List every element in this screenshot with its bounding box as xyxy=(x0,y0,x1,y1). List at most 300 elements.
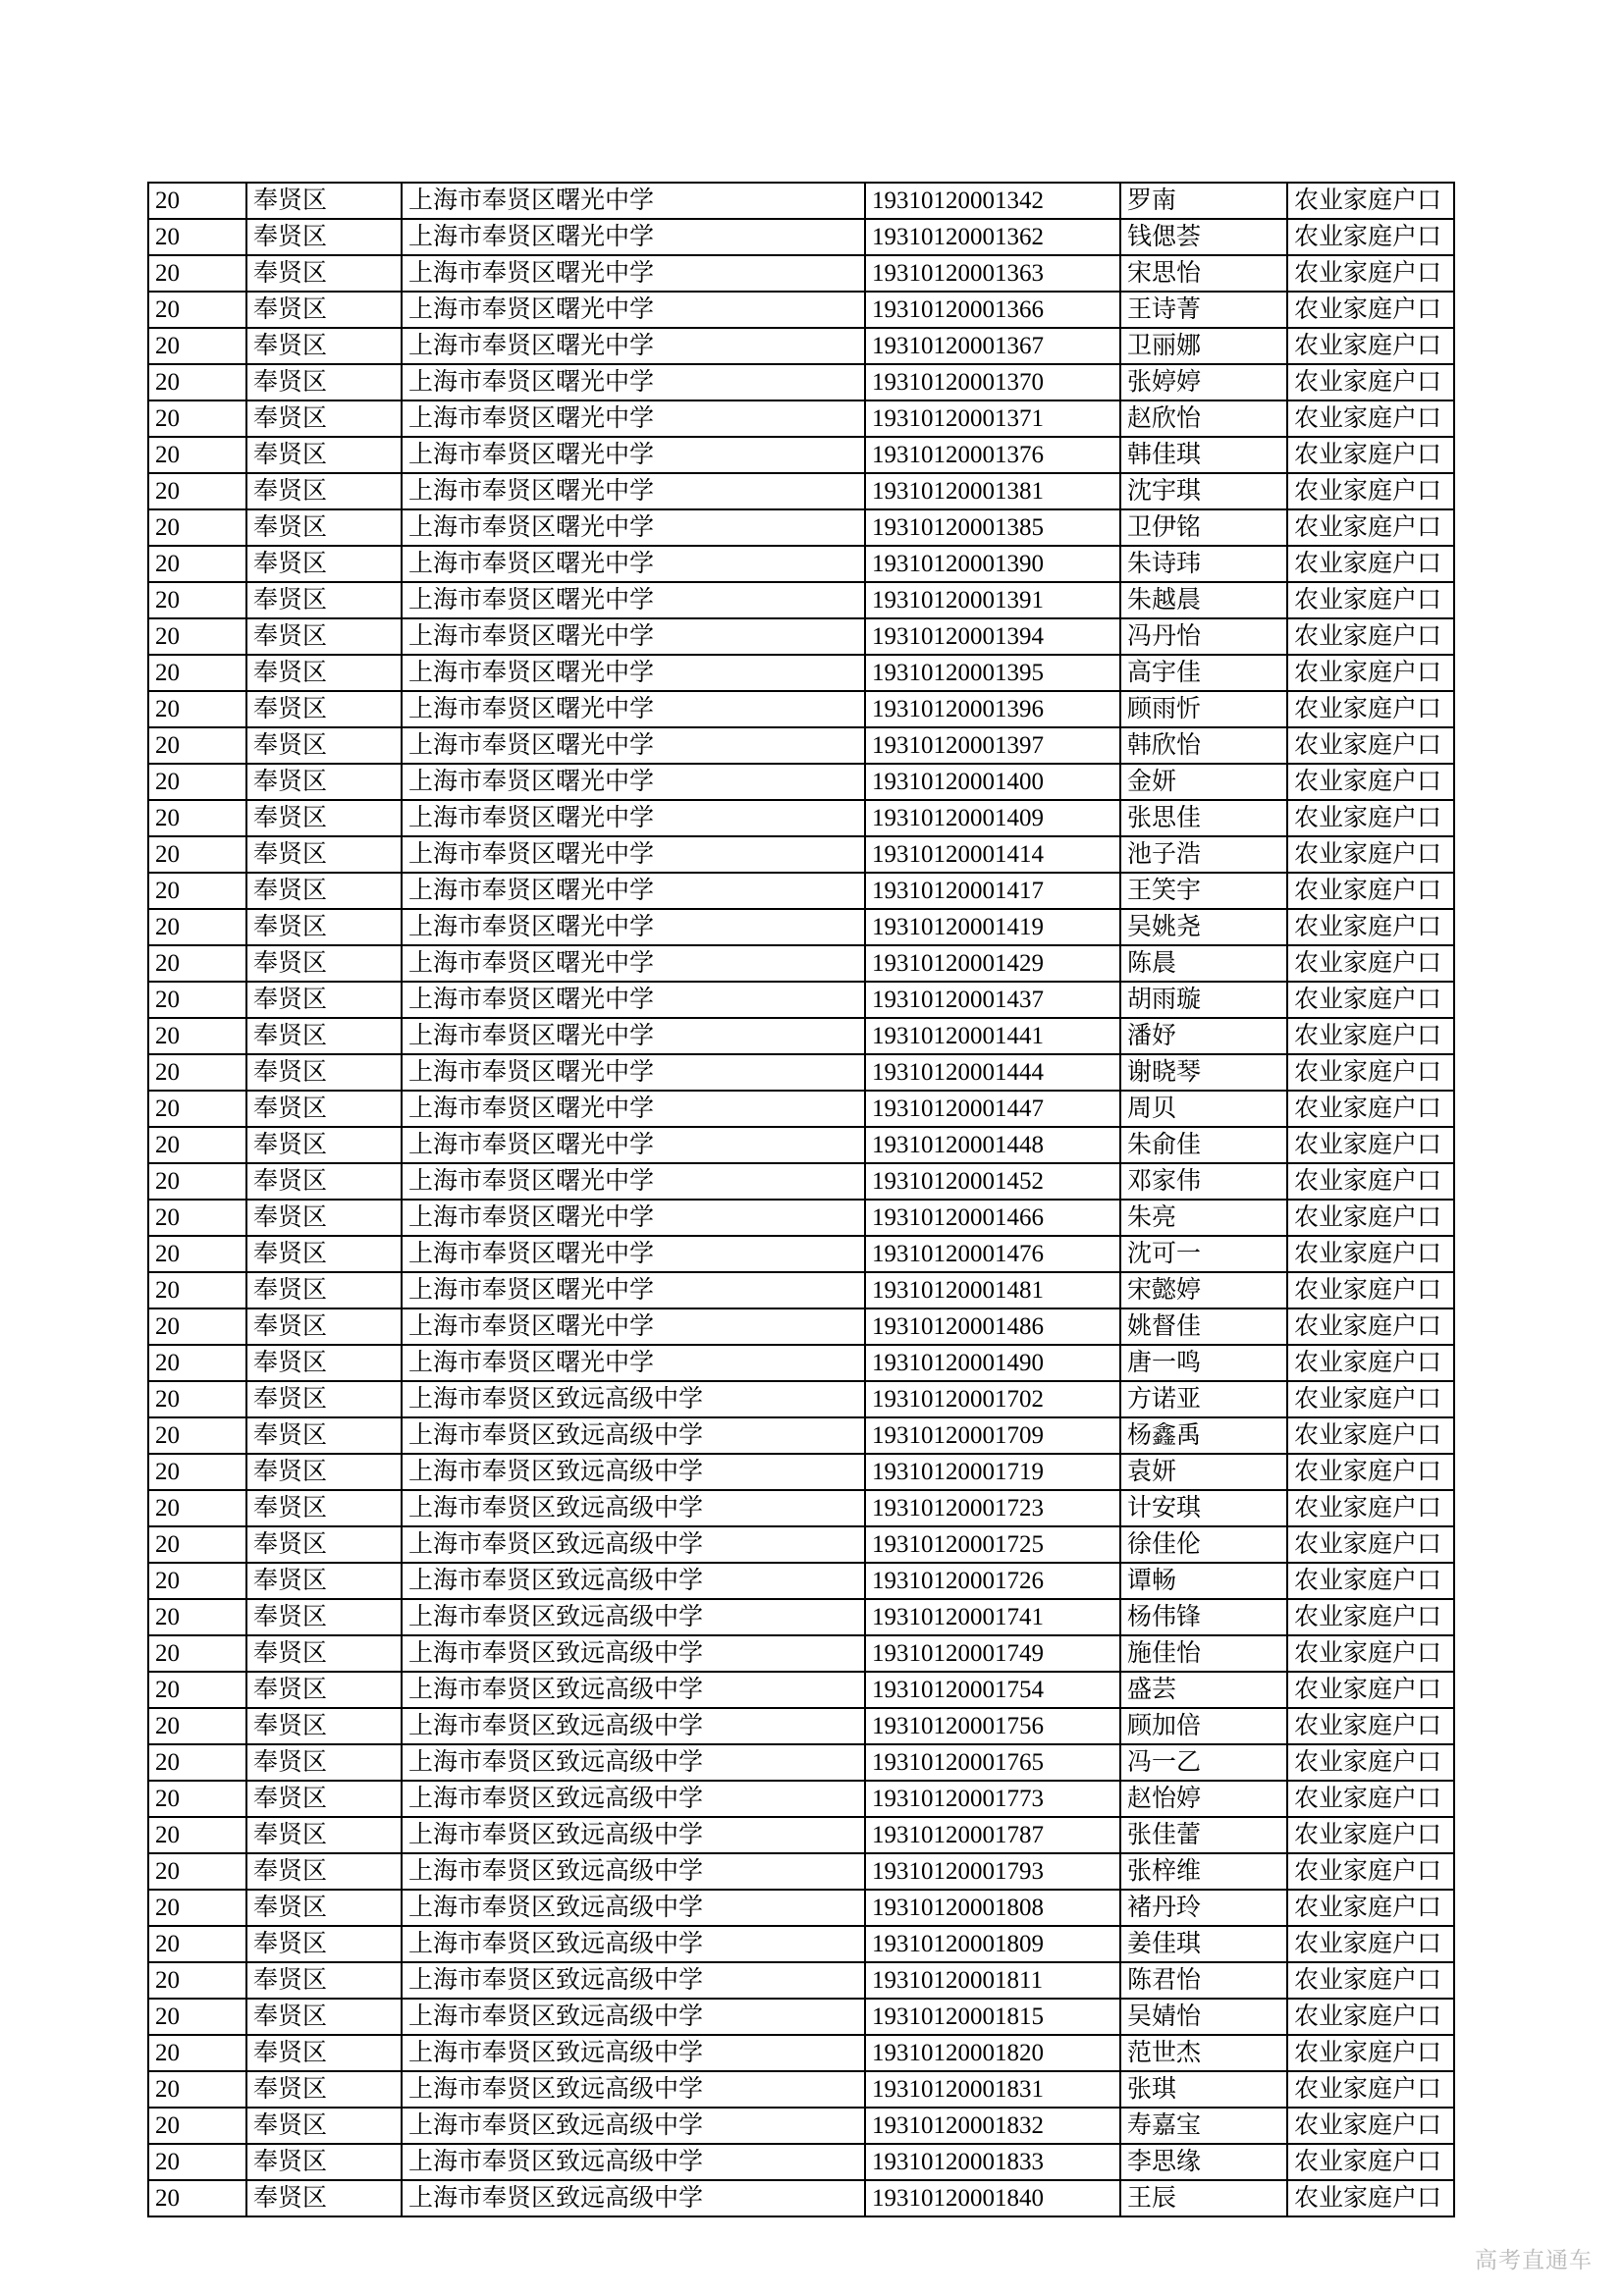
cell-student-name: 谭畅 xyxy=(1120,1563,1287,1599)
table-row xyxy=(148,1091,1454,1127)
cell-exam-id: 19310120001840 xyxy=(865,2180,1120,2216)
cell-district: 奉贤区 xyxy=(246,1926,402,1962)
cell-sequence: 20 xyxy=(148,1054,246,1091)
cell-school: 上海市奉贤区致远高级中学 xyxy=(402,1563,865,1599)
cell-household-type: 农业家庭户口 xyxy=(1287,1308,1454,1345)
cell-district: 奉贤区 xyxy=(246,1672,402,1708)
cell-sequence: 20 xyxy=(148,800,246,836)
cell-exam-id: 19310120001765 xyxy=(865,1744,1120,1781)
cell-district: 奉贤区 xyxy=(246,1200,402,1236)
cell-exam-id: 19310120001809 xyxy=(865,1926,1120,1962)
cell-exam-id: 19310120001787 xyxy=(865,1817,1120,1853)
cell-district: 奉贤区 xyxy=(246,945,402,982)
cell-student-name: 顾加倍 xyxy=(1120,1708,1287,1744)
cell-student-name: 袁妍 xyxy=(1120,1454,1287,1490)
cell-exam-id: 19310120001391 xyxy=(865,582,1120,618)
table-row xyxy=(148,2108,1454,2144)
cell-sequence: 20 xyxy=(148,1308,246,1345)
cell-student-name: 卫丽娜 xyxy=(1120,328,1287,364)
cell-exam-id: 19310120001437 xyxy=(865,982,1120,1018)
cell-student-name: 赵怡婷 xyxy=(1120,1781,1287,1817)
table-row xyxy=(148,328,1454,364)
cell-exam-id: 19310120001452 xyxy=(865,1163,1120,1200)
table-row xyxy=(148,1417,1454,1454)
cell-sequence: 20 xyxy=(148,1454,246,1490)
cell-student-name: 王笑宇 xyxy=(1120,873,1287,909)
cell-student-name: 张佳蕾 xyxy=(1120,1817,1287,1853)
table-row xyxy=(148,691,1454,727)
table-row xyxy=(148,1054,1454,1091)
cell-district: 奉贤区 xyxy=(246,1744,402,1781)
cell-exam-id: 19310120001832 xyxy=(865,2108,1120,2144)
table-row xyxy=(148,1526,1454,1563)
cell-school: 上海市奉贤区致远高级中学 xyxy=(402,1417,865,1454)
cell-sequence: 20 xyxy=(148,1490,246,1526)
table-row xyxy=(148,292,1454,328)
cell-sequence: 20 xyxy=(148,437,246,473)
cell-school: 上海市奉贤区曙光中学 xyxy=(402,691,865,727)
table-row xyxy=(148,1200,1454,1236)
table-row xyxy=(148,1345,1454,1381)
cell-school: 上海市奉贤区曙光中学 xyxy=(402,1272,865,1308)
cell-school: 上海市奉贤区曙光中学 xyxy=(402,1345,865,1381)
cell-district: 奉贤区 xyxy=(246,2180,402,2216)
roster-table-body xyxy=(148,183,1454,2216)
cell-exam-id: 19310120001815 xyxy=(865,1999,1120,2035)
cell-student-name: 范世杰 xyxy=(1120,2035,1287,2071)
cell-exam-id: 19310120001702 xyxy=(865,1381,1120,1417)
cell-district: 奉贤区 xyxy=(246,364,402,400)
cell-exam-id: 19310120001725 xyxy=(865,1526,1120,1563)
table-row xyxy=(148,618,1454,655)
cell-school: 上海市奉贤区曙光中学 xyxy=(402,1127,865,1163)
cell-district: 奉贤区 xyxy=(246,1091,402,1127)
cell-household-type: 农业家庭户口 xyxy=(1287,1635,1454,1672)
cell-school: 上海市奉贤区曙光中学 xyxy=(402,836,865,873)
cell-school: 上海市奉贤区曙光中学 xyxy=(402,183,865,219)
cell-district: 奉贤区 xyxy=(246,1417,402,1454)
cell-school: 上海市奉贤区曙光中学 xyxy=(402,764,865,800)
cell-sequence: 20 xyxy=(148,546,246,582)
table-row xyxy=(148,1563,1454,1599)
cell-household-type: 农业家庭户口 xyxy=(1287,1781,1454,1817)
cell-household-type: 农业家庭户口 xyxy=(1287,909,1454,945)
cell-district: 奉贤区 xyxy=(246,183,402,219)
cell-household-type: 农业家庭户口 xyxy=(1287,1054,1454,1091)
cell-household-type: 农业家庭户口 xyxy=(1287,1890,1454,1926)
cell-exam-id: 19310120001831 xyxy=(865,2071,1120,2108)
cell-student-name: 吴姚尧 xyxy=(1120,909,1287,945)
cell-student-name: 周贝 xyxy=(1120,1091,1287,1127)
cell-sequence: 20 xyxy=(148,655,246,691)
cell-student-name: 朱俞佳 xyxy=(1120,1127,1287,1163)
cell-household-type: 农业家庭户口 xyxy=(1287,2071,1454,2108)
cell-household-type: 农业家庭户口 xyxy=(1287,691,1454,727)
cell-household-type: 农业家庭户口 xyxy=(1287,1526,1454,1563)
cell-student-name: 池子浩 xyxy=(1120,836,1287,873)
cell-student-name: 寿嘉宝 xyxy=(1120,2108,1287,2144)
table-row xyxy=(148,1672,1454,1708)
cell-student-name: 金妍 xyxy=(1120,764,1287,800)
cell-school: 上海市奉贤区曙光中学 xyxy=(402,546,865,582)
cell-school: 上海市奉贤区曙光中学 xyxy=(402,800,865,836)
table-row xyxy=(148,473,1454,509)
cell-household-type: 农业家庭户口 xyxy=(1287,292,1454,328)
cell-sequence: 20 xyxy=(148,1635,246,1672)
cell-district: 奉贤区 xyxy=(246,618,402,655)
cell-district: 奉贤区 xyxy=(246,1563,402,1599)
cell-district: 奉贤区 xyxy=(246,1127,402,1163)
cell-student-name: 高宇佳 xyxy=(1120,655,1287,691)
cell-district: 奉贤区 xyxy=(246,1272,402,1308)
cell-exam-id: 19310120001429 xyxy=(865,945,1120,982)
cell-school: 上海市奉贤区曙光中学 xyxy=(402,1163,865,1200)
cell-district: 奉贤区 xyxy=(246,292,402,328)
cell-sequence: 20 xyxy=(148,1345,246,1381)
cell-exam-id: 19310120001363 xyxy=(865,255,1120,292)
cell-exam-id: 19310120001385 xyxy=(865,509,1120,546)
cell-household-type: 农业家庭户口 xyxy=(1287,509,1454,546)
cell-exam-id: 19310120001709 xyxy=(865,1417,1120,1454)
cell-district: 奉贤区 xyxy=(246,582,402,618)
cell-household-type: 农业家庭户口 xyxy=(1287,1999,1454,2035)
table-row xyxy=(148,764,1454,800)
cell-household-type: 农业家庭户口 xyxy=(1287,1962,1454,1999)
cell-household-type: 农业家庭户口 xyxy=(1287,655,1454,691)
cell-sequence: 20 xyxy=(148,400,246,437)
cell-district: 奉贤区 xyxy=(246,2071,402,2108)
cell-district: 奉贤区 xyxy=(246,1599,402,1635)
cell-school: 上海市奉贤区曙光中学 xyxy=(402,1308,865,1345)
cell-exam-id: 19310120001486 xyxy=(865,1308,1120,1345)
cell-sequence: 20 xyxy=(148,1200,246,1236)
cell-exam-id: 19310120001397 xyxy=(865,727,1120,764)
cell-student-name: 邓家伟 xyxy=(1120,1163,1287,1200)
table-row xyxy=(148,1962,1454,1999)
cell-household-type: 农业家庭户口 xyxy=(1287,1236,1454,1272)
cell-household-type: 农业家庭户口 xyxy=(1287,1091,1454,1127)
cell-household-type: 农业家庭户口 xyxy=(1287,1381,1454,1417)
cell-household-type: 农业家庭户口 xyxy=(1287,546,1454,582)
cell-school: 上海市奉贤区曙光中学 xyxy=(402,509,865,546)
cell-district: 奉贤区 xyxy=(246,1490,402,1526)
cell-district: 奉贤区 xyxy=(246,328,402,364)
cell-exam-id: 19310120001381 xyxy=(865,473,1120,509)
cell-household-type: 农业家庭户口 xyxy=(1287,328,1454,364)
table-row xyxy=(148,183,1454,219)
table-row xyxy=(148,909,1454,945)
cell-exam-id: 19310120001490 xyxy=(865,1345,1120,1381)
cell-household-type: 农业家庭户口 xyxy=(1287,1345,1454,1381)
cell-district: 奉贤区 xyxy=(246,1999,402,2035)
cell-household-type: 农业家庭户口 xyxy=(1287,437,1454,473)
cell-sequence: 20 xyxy=(148,1163,246,1200)
table-row xyxy=(148,655,1454,691)
cell-student-name: 吴婧怡 xyxy=(1120,1999,1287,2035)
table-row xyxy=(148,1708,1454,1744)
cell-household-type: 农业家庭户口 xyxy=(1287,2144,1454,2180)
cell-exam-id: 19310120001396 xyxy=(865,691,1120,727)
cell-school: 上海市奉贤区致远高级中学 xyxy=(402,1599,865,1635)
cell-student-name: 冯一乙 xyxy=(1120,1744,1287,1781)
cell-sequence: 20 xyxy=(148,691,246,727)
table-row xyxy=(148,1272,1454,1308)
table-row xyxy=(148,1236,1454,1272)
cell-exam-id: 19310120001811 xyxy=(865,1962,1120,1999)
cell-school: 上海市奉贤区曙光中学 xyxy=(402,1200,865,1236)
cell-sequence: 20 xyxy=(148,2035,246,2071)
cell-household-type: 农业家庭户口 xyxy=(1287,764,1454,800)
cell-household-type: 农业家庭户口 xyxy=(1287,1599,1454,1635)
cell-household-type: 农业家庭户口 xyxy=(1287,1454,1454,1490)
cell-district: 奉贤区 xyxy=(246,909,402,945)
table-row xyxy=(148,1127,1454,1163)
cell-sequence: 20 xyxy=(148,1563,246,1599)
cell-school: 上海市奉贤区致远高级中学 xyxy=(402,1635,865,1672)
cell-school: 上海市奉贤区致远高级中学 xyxy=(402,1526,865,1563)
cell-school: 上海市奉贤区曙光中学 xyxy=(402,582,865,618)
cell-school: 上海市奉贤区曙光中学 xyxy=(402,437,865,473)
cell-school: 上海市奉贤区曙光中学 xyxy=(402,727,865,764)
cell-school: 上海市奉贤区致远高级中学 xyxy=(402,1926,865,1962)
cell-household-type: 农业家庭户口 xyxy=(1287,727,1454,764)
table-row xyxy=(148,1890,1454,1926)
cell-student-name: 沈可一 xyxy=(1120,1236,1287,1272)
table-row xyxy=(148,982,1454,1018)
cell-district: 奉贤区 xyxy=(246,1781,402,1817)
cell-exam-id: 19310120001367 xyxy=(865,328,1120,364)
table-row xyxy=(148,945,1454,982)
cell-sequence: 20 xyxy=(148,328,246,364)
cell-exam-id: 19310120001394 xyxy=(865,618,1120,655)
cell-school: 上海市奉贤区致远高级中学 xyxy=(402,1781,865,1817)
cell-district: 奉贤区 xyxy=(246,1381,402,1417)
cell-student-name: 冯丹怡 xyxy=(1120,618,1287,655)
cell-student-name: 王辰 xyxy=(1120,2180,1287,2216)
cell-sequence: 20 xyxy=(148,1817,246,1853)
cell-district: 奉贤区 xyxy=(246,1708,402,1744)
cell-student-name: 施佳怡 xyxy=(1120,1635,1287,1672)
cell-household-type: 农业家庭户口 xyxy=(1287,945,1454,982)
cell-district: 奉贤区 xyxy=(246,509,402,546)
table-row xyxy=(148,1163,1454,1200)
cell-district: 奉贤区 xyxy=(246,1236,402,1272)
table-row xyxy=(148,1490,1454,1526)
cell-household-type: 农业家庭户口 xyxy=(1287,1127,1454,1163)
cell-student-name: 方诺亚 xyxy=(1120,1381,1287,1417)
table-row xyxy=(148,873,1454,909)
cell-exam-id: 19310120001749 xyxy=(865,1635,1120,1672)
cell-sequence: 20 xyxy=(148,292,246,328)
cell-exam-id: 19310120001833 xyxy=(865,2144,1120,2180)
cell-student-name: 徐佳伦 xyxy=(1120,1526,1287,1563)
cell-district: 奉贤区 xyxy=(246,800,402,836)
cell-exam-id: 19310120001756 xyxy=(865,1708,1120,1744)
cell-sequence: 20 xyxy=(148,1526,246,1563)
cell-exam-id: 19310120001481 xyxy=(865,1272,1120,1308)
cell-student-name: 朱亮 xyxy=(1120,1200,1287,1236)
cell-sequence: 20 xyxy=(148,1999,246,2035)
cell-household-type: 农业家庭户口 xyxy=(1287,183,1454,219)
cell-district: 奉贤区 xyxy=(246,1018,402,1054)
cell-school: 上海市奉贤区致远高级中学 xyxy=(402,2108,865,2144)
cell-student-name: 宋懿婷 xyxy=(1120,1272,1287,1308)
student-roster-table xyxy=(147,182,1455,2217)
cell-school: 上海市奉贤区致远高级中学 xyxy=(402,1744,865,1781)
table-row xyxy=(148,1999,1454,2035)
cell-district: 奉贤区 xyxy=(246,400,402,437)
cell-exam-id: 19310120001476 xyxy=(865,1236,1120,1272)
cell-district: 奉贤区 xyxy=(246,2035,402,2071)
cell-exam-id: 19310120001754 xyxy=(865,1672,1120,1708)
cell-school: 上海市奉贤区曙光中学 xyxy=(402,1018,865,1054)
cell-exam-id: 19310120001773 xyxy=(865,1781,1120,1817)
cell-sequence: 20 xyxy=(148,1926,246,1962)
cell-district: 奉贤区 xyxy=(246,1853,402,1890)
cell-district: 奉贤区 xyxy=(246,1890,402,1926)
cell-household-type: 农业家庭户口 xyxy=(1287,1200,1454,1236)
table-row xyxy=(148,1817,1454,1853)
cell-school: 上海市奉贤区曙光中学 xyxy=(402,982,865,1018)
cell-district: 奉贤区 xyxy=(246,691,402,727)
cell-household-type: 农业家庭户口 xyxy=(1287,219,1454,255)
cell-school: 上海市奉贤区曙光中学 xyxy=(402,219,865,255)
cell-district: 奉贤区 xyxy=(246,836,402,873)
cell-district: 奉贤区 xyxy=(246,982,402,1018)
cell-school: 上海市奉贤区曙光中学 xyxy=(402,255,865,292)
cell-household-type: 农业家庭户口 xyxy=(1287,1163,1454,1200)
cell-student-name: 计安琪 xyxy=(1120,1490,1287,1526)
cell-household-type: 农业家庭户口 xyxy=(1287,1018,1454,1054)
cell-exam-id: 19310120001376 xyxy=(865,437,1120,473)
cell-household-type: 农业家庭户口 xyxy=(1287,1672,1454,1708)
cell-sequence: 20 xyxy=(148,1853,246,1890)
cell-sequence: 20 xyxy=(148,1018,246,1054)
cell-sequence: 20 xyxy=(148,1599,246,1635)
cell-student-name: 唐一鸣 xyxy=(1120,1345,1287,1381)
table-row xyxy=(148,1635,1454,1672)
cell-school: 上海市奉贤区致远高级中学 xyxy=(402,1817,865,1853)
cell-exam-id: 19310120001466 xyxy=(865,1200,1120,1236)
cell-student-name: 胡雨璇 xyxy=(1120,982,1287,1018)
cell-household-type: 农业家庭户口 xyxy=(1287,836,1454,873)
table-row xyxy=(148,400,1454,437)
table-row xyxy=(148,546,1454,582)
cell-district: 奉贤区 xyxy=(246,1817,402,1853)
cell-household-type: 农业家庭户口 xyxy=(1287,1926,1454,1962)
table-row xyxy=(148,437,1454,473)
cell-student-name: 罗南 xyxy=(1120,183,1287,219)
cell-household-type: 农业家庭户口 xyxy=(1287,1563,1454,1599)
cell-school: 上海市奉贤区曙光中学 xyxy=(402,1236,865,1272)
cell-exam-id: 19310120001417 xyxy=(865,873,1120,909)
cell-student-name: 陈晨 xyxy=(1120,945,1287,982)
table-row xyxy=(148,1926,1454,1962)
cell-household-type: 农业家庭户口 xyxy=(1287,2180,1454,2216)
cell-school: 上海市奉贤区致远高级中学 xyxy=(402,1672,865,1708)
cell-district: 奉贤区 xyxy=(246,655,402,691)
cell-household-type: 农业家庭户口 xyxy=(1287,1853,1454,1890)
cell-household-type: 农业家庭户口 xyxy=(1287,364,1454,400)
table-row xyxy=(148,2035,1454,2071)
watermark: 高考直通车 xyxy=(1475,2247,1593,2272)
cell-district: 奉贤区 xyxy=(246,1635,402,1672)
table-row xyxy=(148,255,1454,292)
cell-student-name: 张婷婷 xyxy=(1120,364,1287,400)
cell-student-name: 杨鑫禹 xyxy=(1120,1417,1287,1454)
cell-sequence: 20 xyxy=(148,1236,246,1272)
cell-student-name: 朱越晨 xyxy=(1120,582,1287,618)
cell-school: 上海市奉贤区曙光中学 xyxy=(402,945,865,982)
cell-sequence: 20 xyxy=(148,582,246,618)
cell-exam-id: 19310120001820 xyxy=(865,2035,1120,2071)
cell-district: 奉贤区 xyxy=(246,873,402,909)
table-row xyxy=(148,582,1454,618)
cell-school: 上海市奉贤区致远高级中学 xyxy=(402,1454,865,1490)
cell-exam-id: 19310120001342 xyxy=(865,183,1120,219)
cell-exam-id: 19310120001447 xyxy=(865,1091,1120,1127)
cell-student-name: 卫伊铭 xyxy=(1120,509,1287,546)
cell-student-name: 杨伟锋 xyxy=(1120,1599,1287,1635)
cell-sequence: 20 xyxy=(148,473,246,509)
cell-district: 奉贤区 xyxy=(246,1308,402,1345)
cell-household-type: 农业家庭户口 xyxy=(1287,255,1454,292)
cell-sequence: 20 xyxy=(148,2144,246,2180)
cell-sequence: 20 xyxy=(148,1127,246,1163)
cell-exam-id: 19310120001366 xyxy=(865,292,1120,328)
cell-sequence: 20 xyxy=(148,618,246,655)
table-row xyxy=(148,836,1454,873)
cell-exam-id: 19310120001726 xyxy=(865,1563,1120,1599)
table-row xyxy=(148,2180,1454,2216)
cell-exam-id: 19310120001409 xyxy=(865,800,1120,836)
cell-school: 上海市奉贤区曙光中学 xyxy=(402,400,865,437)
cell-student-name: 陈君怡 xyxy=(1120,1962,1287,1999)
cell-household-type: 农业家庭户口 xyxy=(1287,1817,1454,1853)
cell-student-name: 朱诗玮 xyxy=(1120,546,1287,582)
cell-student-name: 赵欣怡 xyxy=(1120,400,1287,437)
cell-district: 奉贤区 xyxy=(246,473,402,509)
cell-student-name: 韩佳琪 xyxy=(1120,437,1287,473)
cell-district: 奉贤区 xyxy=(246,437,402,473)
cell-household-type: 农业家庭户口 xyxy=(1287,1272,1454,1308)
cell-student-name: 姜佳琪 xyxy=(1120,1926,1287,1962)
cell-exam-id: 19310120001400 xyxy=(865,764,1120,800)
table-row xyxy=(148,1744,1454,1781)
cell-school: 上海市奉贤区曙光中学 xyxy=(402,473,865,509)
cell-school: 上海市奉贤区致远高级中学 xyxy=(402,1708,865,1744)
cell-school: 上海市奉贤区曙光中学 xyxy=(402,364,865,400)
cell-district: 奉贤区 xyxy=(246,255,402,292)
cell-school: 上海市奉贤区曙光中学 xyxy=(402,618,865,655)
cell-student-name: 张琪 xyxy=(1120,2071,1287,2108)
cell-school: 上海市奉贤区致远高级中学 xyxy=(402,2180,865,2216)
cell-district: 奉贤区 xyxy=(246,219,402,255)
cell-district: 奉贤区 xyxy=(246,1454,402,1490)
cell-household-type: 农业家庭户口 xyxy=(1287,473,1454,509)
cell-student-name: 李思缘 xyxy=(1120,2144,1287,2180)
roster-table-container xyxy=(147,182,1453,2217)
cell-household-type: 农业家庭户口 xyxy=(1287,2108,1454,2144)
cell-school: 上海市奉贤区致远高级中学 xyxy=(402,2144,865,2180)
cell-exam-id: 19310120001362 xyxy=(865,219,1120,255)
cell-school: 上海市奉贤区曙光中学 xyxy=(402,909,865,945)
cell-district: 奉贤区 xyxy=(246,1526,402,1563)
cell-school: 上海市奉贤区致远高级中学 xyxy=(402,2071,865,2108)
table-row xyxy=(148,1454,1454,1490)
cell-school: 上海市奉贤区致远高级中学 xyxy=(402,1490,865,1526)
table-row xyxy=(148,509,1454,546)
